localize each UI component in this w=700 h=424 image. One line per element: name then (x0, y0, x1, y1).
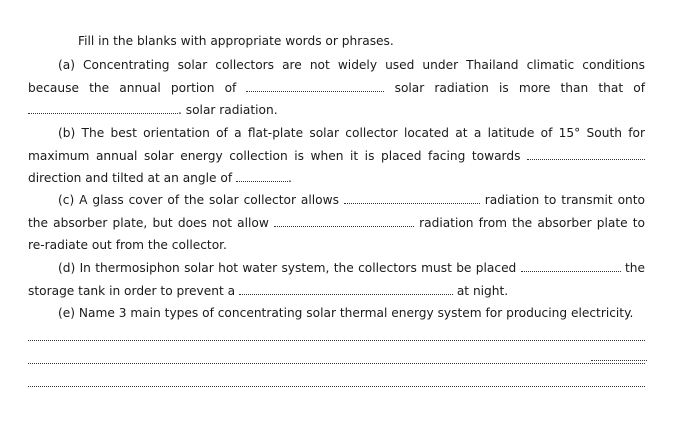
question-b-text-1: (b) The best orientation of a flat-plate solar collector located at a latitude of 15° South for maximum annual solar energy collection is when it is placed facing towards (28, 126, 645, 163)
blank-b1[interactable] (527, 150, 645, 160)
question-c-text-3: radiation from the absorber plate to re-radiate out from the collector. (28, 215, 645, 252)
answer-line-3[interactable] (28, 386, 645, 387)
answer-line-2[interactable] (28, 363, 645, 364)
question-d-text-3: at night. (456, 283, 509, 298)
question-a (28, 54, 645, 122)
question-a-text-1: (a) Concentrating solar collectors are not widely used under Thailand climatic conditions because the annual portion of (28, 58, 645, 95)
blank-b2[interactable] (236, 172, 288, 182)
question-a-text-2: solar radiation is more than that of (394, 80, 645, 95)
question-e-text-1: (e) Name 3 main types of concentrating solar thermal energy system for producing electricity. (58, 306, 634, 320)
blank-c1[interactable] (344, 194, 480, 204)
question-b-text-3: . (288, 171, 292, 185)
blank-d1[interactable] (521, 262, 621, 272)
question-d (28, 257, 645, 302)
question-b-text-2: direction and tilted at an angle of (28, 171, 233, 185)
blank-a2[interactable] (28, 104, 178, 114)
instruction-text: Fill in the blanks with appropriate words or phrases. (78, 34, 394, 48)
question-b (28, 122, 645, 190)
question-c (28, 189, 645, 257)
question-e (28, 302, 645, 325)
question-a-text-3: . solar radiation. (178, 103, 278, 117)
blank-d2[interactable] (239, 285, 453, 295)
blank-a1[interactable] (246, 82, 384, 92)
question-d-text-1: (d) In thermosiphon solar hot water system, the collectors must be placed (58, 261, 517, 275)
question-c-text-2: radiation to transmit onto the absorber plate, but does not allow (28, 193, 646, 230)
question-d-text-2: the storage tank in order to prevent a (28, 261, 646, 298)
answer-line-1[interactable] (28, 340, 645, 341)
question-c-text-1: (c) A glass cover of the solar collector allows (58, 193, 339, 207)
blank-c2[interactable] (274, 217, 414, 227)
